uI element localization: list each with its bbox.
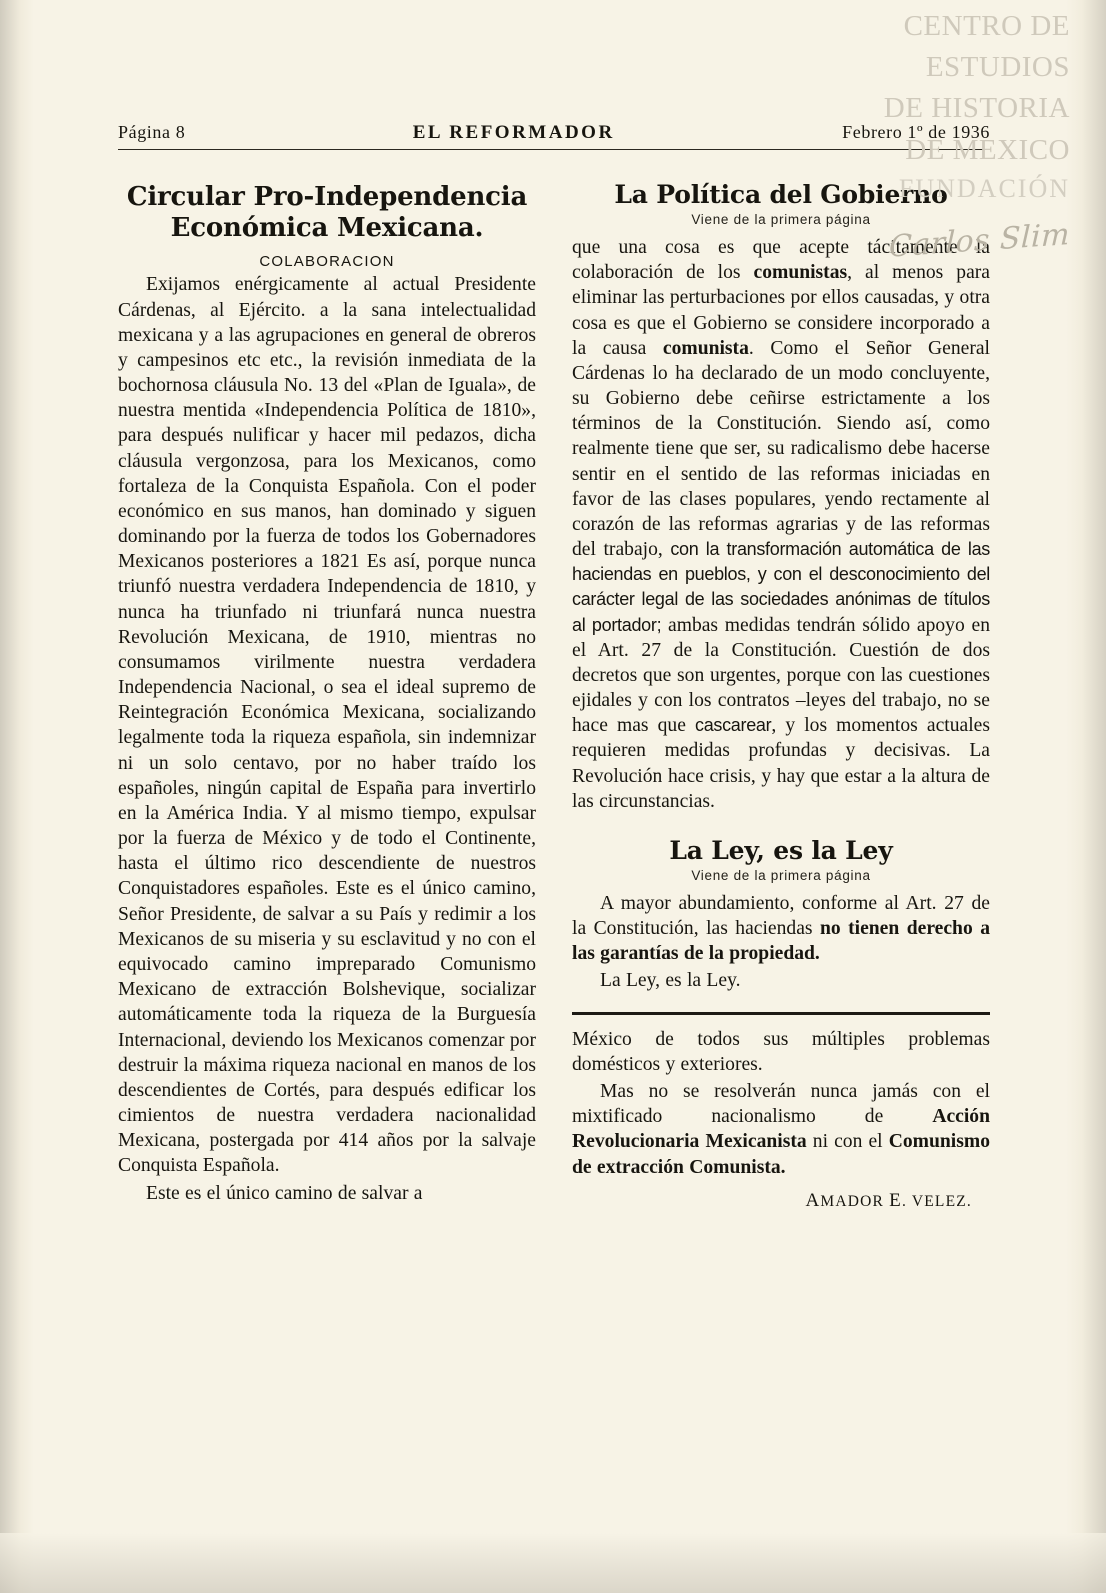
article-politica-body bbox=[572, 235, 990, 814]
politica-bold-2: comunista bbox=[662, 337, 749, 359]
byline-rest-2: . V bbox=[901, 1192, 925, 1210]
paper-edge-bottom bbox=[0, 1533, 1106, 1593]
politica-text-1: que una cosa es que acepte tácitamente la colaboración de los bbox=[572, 237, 990, 284]
section-divider bbox=[572, 1012, 990, 1015]
ley-text-1: A mayor abundamiento, conforme al Art. 27 de la Constitución, las haciendas bbox=[572, 892, 990, 940]
politica-cond-2: cascarear bbox=[695, 715, 772, 736]
watermark-line-4: DE MEXICO bbox=[905, 133, 1070, 166]
politica-text-4: ambas medidas tendrán sólido apoyo en el Art. 27 de la Constitución. Cuestión de dos decretos que son urgentes, porque con las cuestiones ejidales y con los contratos –leyes del trabajo, no se hace mas que bbox=[572, 614, 990, 737]
left-article-title bbox=[118, 182, 536, 243]
closing-bold-2: Comunismo de extracción Comunista. bbox=[572, 1131, 990, 1178]
closing-text-2: ni con el bbox=[806, 1131, 889, 1153]
paper-edge-right bbox=[1066, 0, 1106, 1593]
byline-rest-1: MADOR bbox=[820, 1192, 890, 1210]
left-article-paragraph-2: Este es el único camino de salvar a bbox=[146, 1182, 423, 1204]
article-columns bbox=[118, 178, 990, 1212]
left-article-title-line1: Circular Pro-Independencia bbox=[126, 182, 528, 212]
article-ley-paragraph-2: La Ley, es la Ley. bbox=[600, 970, 741, 992]
watermark-line-1: CENTRO DE bbox=[903, 10, 1070, 42]
left-article-paragraph-1: Exijamos enérgicamente al actual Presidente Cárdenas, al Ejército. a la sana intelectualidad mexicana y a las agrupaciones en general de obreros y campesinos etc etc., la revisión inmediata de la bochornosa cláusula No. 13 del «Plan de Iguala», de nuestra mentida «Independencia Política de 1810», para después nulificar y hacer mil pedazos, dicha cláusula vergonzosa, para los Mexicanos, como fortaleza de la Conquista Española. Con el poder económico en sus manos, han dominado y siguen dominando por la fuerza de todos los Gobernadores Mexicanos posteriores a 1821 Es así, porque nunca triunfó nuestra verdadera Independencia de 1810, y nunca ha triunfado ni triunfará nunca nuestra Revolución Mexicana, de 1910, mientras no consumamos virilmente nuestra verdadera Independencia Nacional, o sea el ideal supremo de Reintegración Económica Mexicana, socializando legalmente toda la riqueza española, sin indemnizar ni un solo centavo, por no haber traído los españoles, ningún capital de España para invertirlo en la América India. Y al mismo tiempo, expulsar por la fuerza de México y de todo el Continente, hasta el último rico descendiente de nuestros Conquistadores españoles. Este es el único camino, Señor Presidente, de salvar a su País y redimir a los Mexicanos de su miseria y su esclavitud y no con el equivocado camino impreparado Comunismo Mexicano de extracción Bolshevique, socializar automáticamente toda la riqueza de la Burguesía Internacional, deviendo los Mexicanos comenzar por destruir la máxima riqueza nacional en manos de los descendientes de Cortés, para después edificar los cimientos de nuestra verdadera nacionalidad Mexicana, postergada por 414 años por la salvaje Conquista Española. bbox=[118, 274, 536, 1177]
watermark-line-3: DE HISTORIA bbox=[883, 92, 1070, 125]
page-number-label: Página 8 bbox=[118, 122, 186, 142]
ley-bold-1: no tienen derecho a las garantías de la propiedad. bbox=[572, 918, 990, 965]
article-closing-paragraph-1: México de todos sus múltiples problemas domésticos y exteriores. bbox=[572, 1028, 990, 1075]
closing-text-1: Mas no se resolverán nunca jamás con el mixtificado nacionalismo de bbox=[572, 1080, 990, 1128]
issue-date: Febrero 1º de 1936 bbox=[842, 122, 990, 142]
left-article-title-line2: Económica Mexicana. bbox=[170, 212, 484, 243]
left-article-kicker: COLABORACION bbox=[259, 253, 395, 271]
article-politica-subhead: Viene de la primera página bbox=[691, 212, 871, 227]
masthead bbox=[118, 122, 990, 162]
publication-title: EL REFORMADOR bbox=[412, 122, 615, 143]
byline-rest-3: ELEZ. bbox=[924, 1192, 972, 1210]
watermark-foundation: FUNDACIÓN bbox=[898, 173, 1070, 203]
politica-text-5: , y los momentos actuales requieren medidas profundas y decisivas. La Revolución hace crisis, y hay que estar a la altura de las circunstancias. bbox=[572, 715, 990, 812]
watermark-signature: Carlos Slim bbox=[888, 216, 1071, 265]
left-column bbox=[118, 178, 540, 1212]
masthead-rule bbox=[118, 149, 990, 150]
article-closing-paragraph-2 bbox=[572, 1079, 990, 1180]
politica-text-2: , al menos para eliminar las perturbaciones por ellos causadas, y otra cosa es que el Gobierno se considere incorporado a la causa bbox=[572, 262, 990, 359]
paper-edge-left bbox=[0, 0, 34, 1593]
politica-cond-1: con la transformación automática de las haciendas en pueblos, y con el desconocimiento del carácter legal de las sociedades anónimas de títulos al portador; bbox=[572, 539, 990, 635]
politica-bold-1: comunistas bbox=[753, 262, 848, 284]
byline-initial: A bbox=[805, 1189, 821, 1211]
article-ley-title: La Ley, es la Ley bbox=[669, 835, 893, 865]
article-politica-title: La Política del Gobierno bbox=[614, 180, 948, 209]
right-column bbox=[568, 178, 990, 1212]
article-ley-subhead: Viene de la primera página bbox=[691, 867, 871, 883]
byline-e: E bbox=[889, 1189, 902, 1211]
closing-bold-1: Acción Revolucionaria Mexicanista bbox=[572, 1106, 990, 1153]
politica-text-3: . Como el Señor General Cárdenas lo ha declarado de un modo concluyente, su Gobierno debe ceñirse estrictamente a los términos de la Constitución. Siendo así, como realmente tiene que ser, su radicalismo debe hacerse sentir en el sentido de las reformas iniciadas en favor de las clases populares, yendo rectamente al corazón de las reformas agrarias y de las reformas del trabajo, bbox=[572, 337, 990, 561]
article-ley-paragraph-1 bbox=[572, 891, 990, 967]
watermark-line-2: ESTUDIOS bbox=[925, 51, 1070, 84]
article-byline bbox=[572, 1190, 990, 1212]
